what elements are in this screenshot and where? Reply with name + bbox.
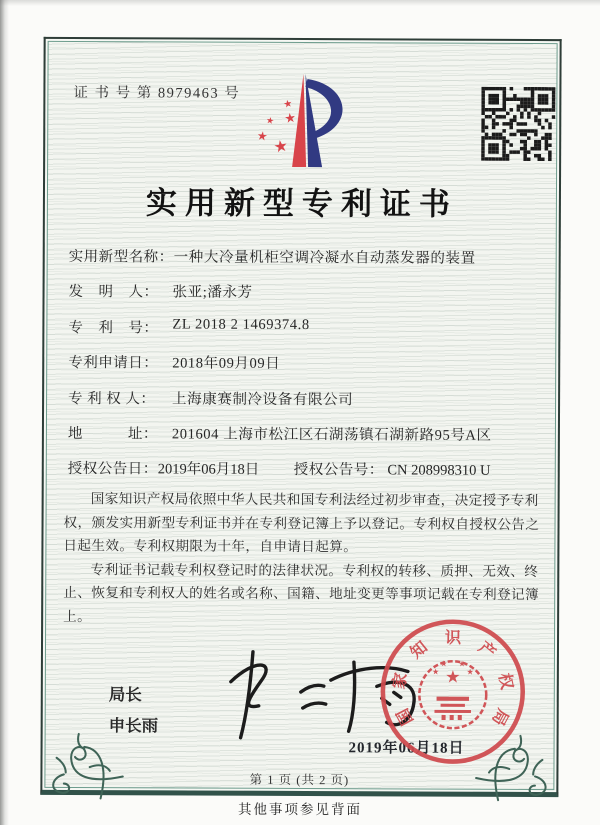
field-value: 张亚;潘永芳 [172,284,253,302]
field-label: 专 利 号： [68,319,159,337]
qr-code [481,87,555,161]
cnipa-patent-logo-icon [253,70,373,175]
svg-text:★: ★ [432,667,440,677]
certificate-frame [40,37,561,797]
field-label: 发 明 人： [68,284,159,301]
svg-text:权: 权 [495,671,516,692]
back-note: 其他事项参见背面 [238,802,362,817]
corner-flourish-icon [472,712,564,804]
field-row-filing-date [68,351,542,388]
svg-text:局: 局 [488,705,512,729]
field-label: 专利申请日： [68,355,159,372]
svg-text:★: ★ [440,659,448,669]
svg-text:★: ★ [265,114,275,127]
officer-title: 局长 [108,686,142,705]
field-value: ZL 2018 2 1469374.8 [172,316,310,333]
field-label: 地 址： [67,425,158,443]
grant-number-label: 授权公告号： [293,461,384,479]
svg-text:★: ★ [283,109,297,127]
field-value: 上海康赛制冷设备有限公司 [172,390,354,408]
seal-date: 2019年06月18日 [348,740,465,757]
field-row-patent-no [68,316,542,353]
legal-paragraph-2: 专利证书记载专利权登记时的法律状况。专利权的转移、质押、无效、终止、恢复和专利权人的姓名或名称、国籍、地址变更等事项记载在专利登记簿上。 [63,561,540,625]
field-row-inventor [68,280,542,317]
svg-text:★: ★ [466,667,474,677]
svg-text:★: ★ [282,98,294,111]
field-list [68,245,543,459]
svg-text:家: 家 [389,671,411,691]
grant-number-value: CN 208998310 U [387,462,491,479]
officer-name: 申长雨 [108,717,159,736]
page-number: 第 1 页 (共 2 页) [249,772,350,788]
field-label: 专 利 权 人： [68,390,156,407]
field-row-patentee [68,387,542,424]
certificate-number: 证 书 号 第 8979463 号 [73,85,241,102]
svg-text:识: 识 [444,628,462,648]
field-label: 实用新型名称： [68,248,174,266]
scan-edge-shadow [0,0,9,825]
grant-row [68,457,491,480]
svg-text:★: ★ [445,667,461,687]
legal-paragraph-1: 国家知识产权局依照中华人民共和国专利法经过初步审查，决定授予专利权，颁发实用新型专利证书并在专利登记簿上予以登记。专利权自授权公告之日起生效。专利权期限为十年，自申请日起算。 [63,491,540,555]
svg-text:★: ★ [272,137,290,157]
field-value: 一种大冷量机柜空调冷凝水自动蒸发器的装置 [173,249,476,267]
certificate-title: 实用新型专利证书 [145,185,459,222]
scan-top-shadow [0,0,600,6]
corner-flourish-icon [34,710,126,802]
svg-text:产: 产 [474,638,499,663]
legal-text [63,487,542,631]
field-value: 201604 上海市松江区石湖荡镇石湖新路95号A区 [171,426,492,444]
svg-text:知: 知 [407,637,431,663]
field-value: 2018年09月09日 [172,355,281,373]
svg-text:★: ★ [255,128,269,144]
svg-text:国: 国 [393,705,418,729]
grant-date-label: 授权公告日： [67,460,158,478]
svg-text:★: ★ [458,659,466,669]
grant-date-value: 2019年06月18日 [157,461,260,478]
field-row-name [69,245,543,282]
field-row-address [68,422,542,459]
